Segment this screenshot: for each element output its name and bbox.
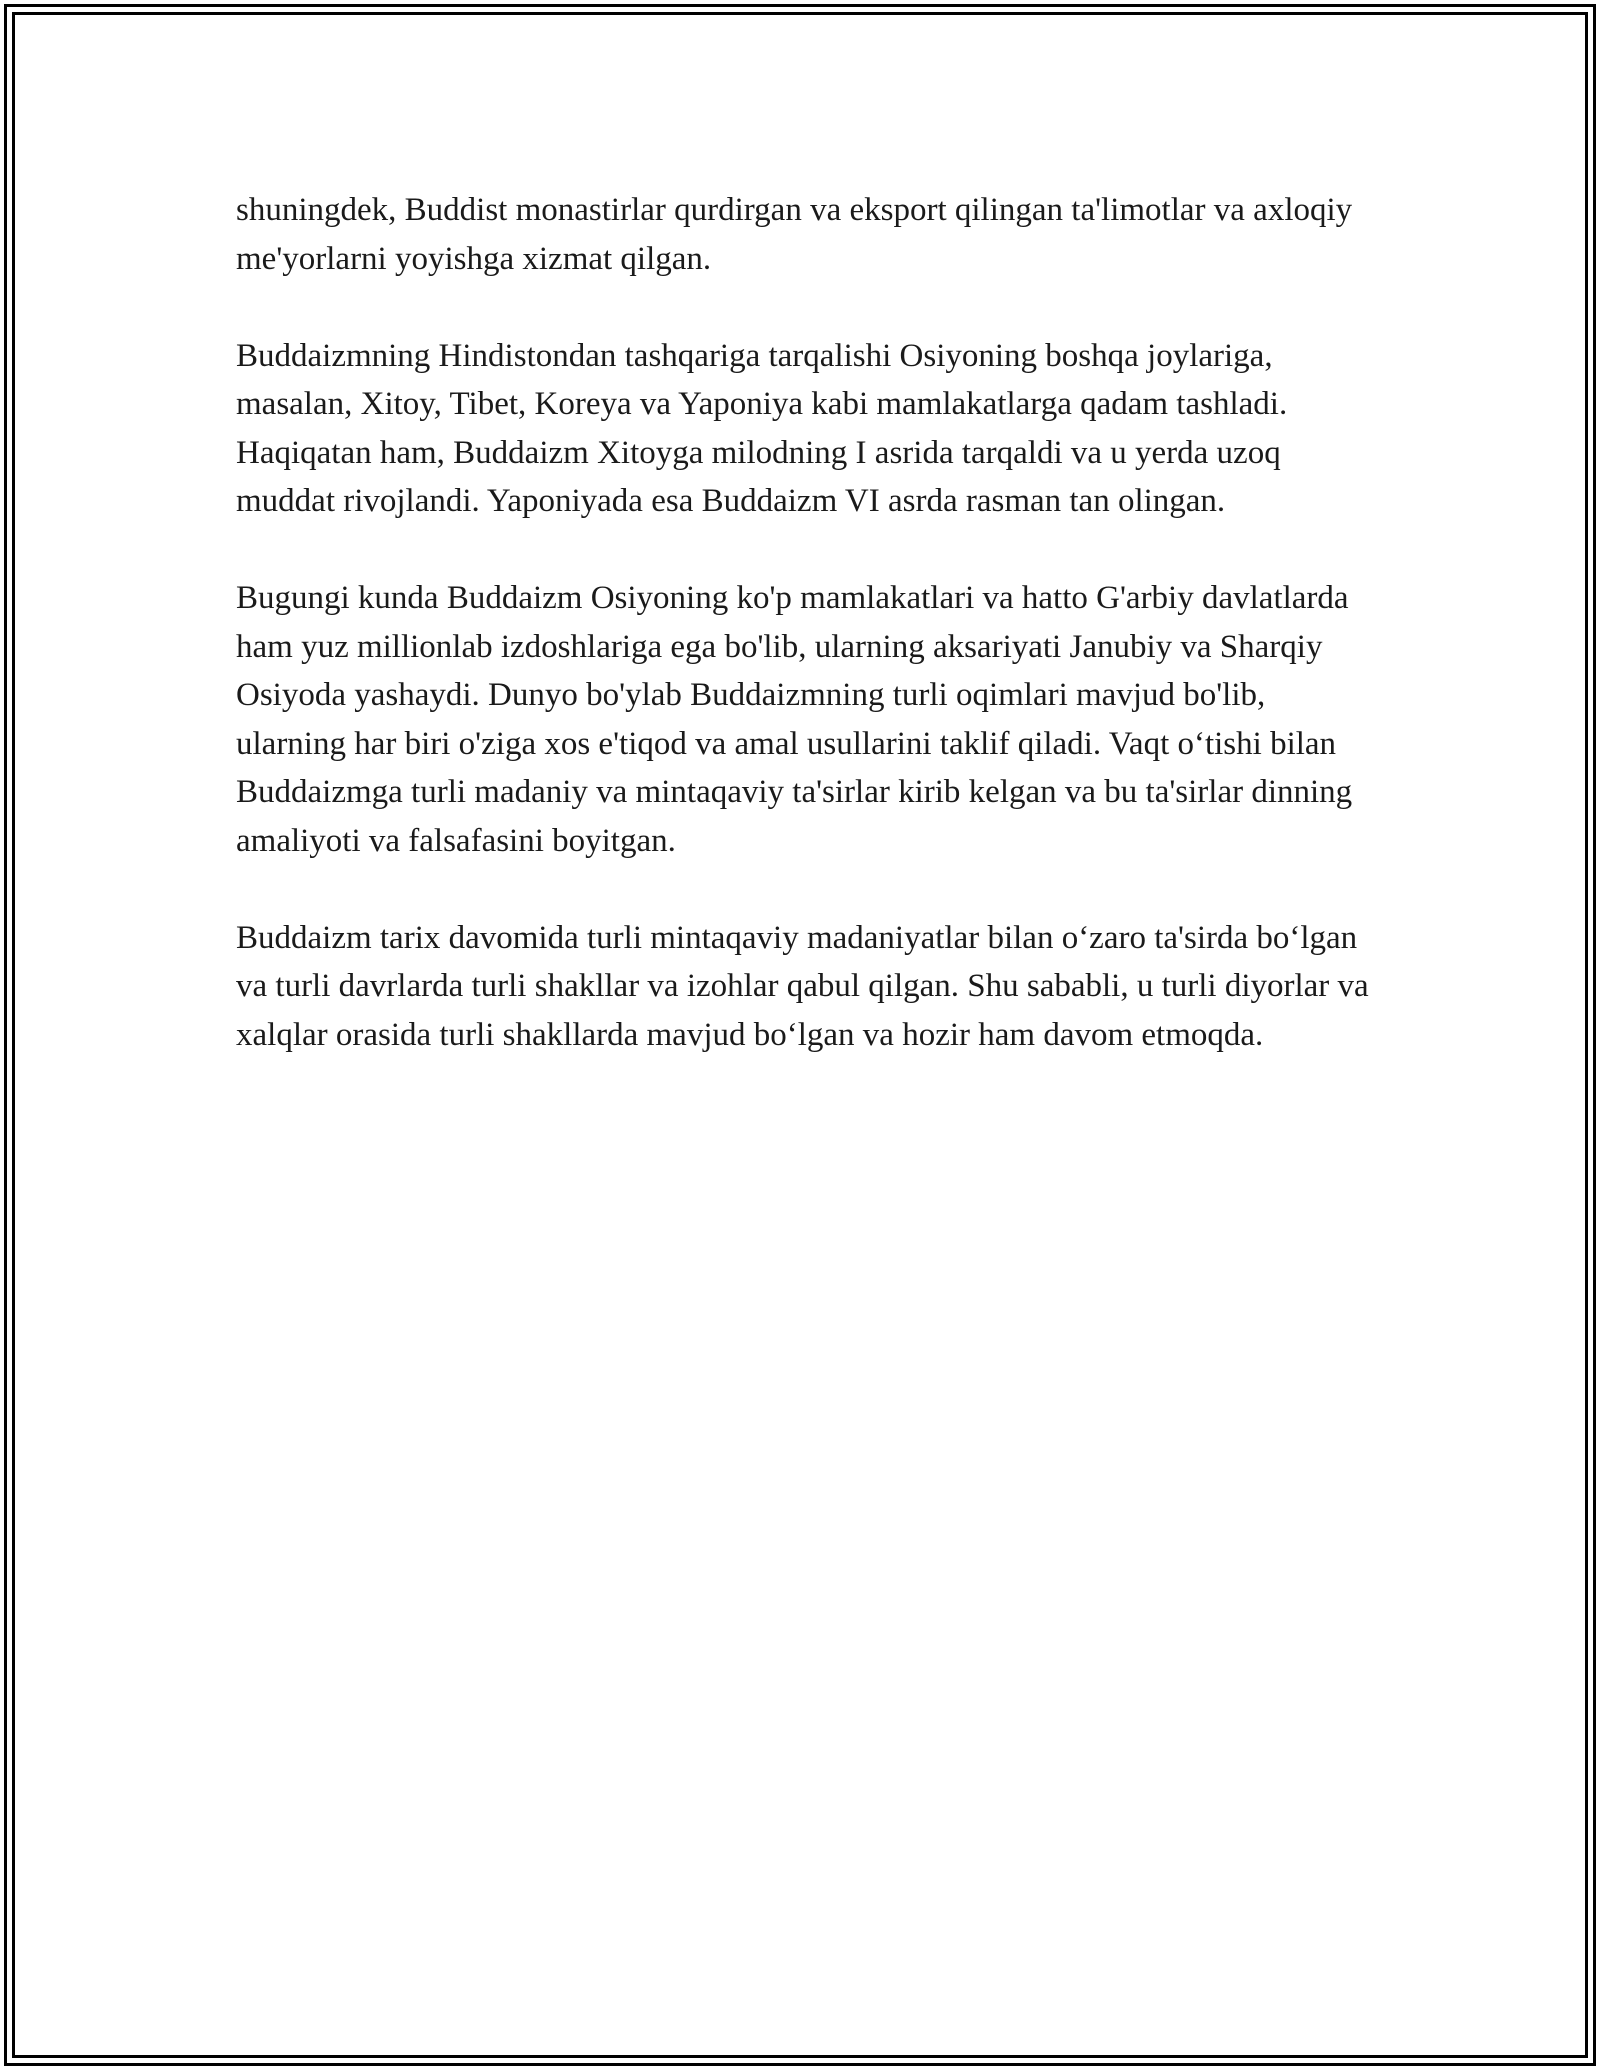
document-body [236,186,1376,1108]
paragraph-2: Buddaizmning Hindistondan tashqariga tarqalishi Osiyoning boshqa joylariga, masalan, Xitoy, Tibet, Koreya va Yaponiya kabi mamlakatlarga qadam tashladi. Haqiqatan ham, Buddaizm Xitoyga milodning I asrida tarqaldi va u yerda uzoq muddat rivojlandi. Yaponiyada esa Buddaizm VI asrda rasman tan olingan. [236,337,1288,519]
paragraph-4: Buddaizm tarix davomida turli mintaqaviy madaniyatlar bilan o‘zaro ta'sirda bo‘lgan va turli davrlarda turli shakllar va izohlar qabul qilgan. Shu sababli, u turli diyorlar va xalqlar orasida turli shakllarda mavjud bo‘lgan va hozir ham davom etmoqda. [236,919,1369,1053]
paragraph-3: Bugungi kunda Buddaizm Osiyoning ko'p mamlakatlari va hatto G'arbiy davlatlarda ham yuz millionlab izdoshlariga ega bo'lib, ularning aksariyati Janubiy va Sharqiy Osiyoda yashaydi. Dunyo bo'ylab Buddaizmning turli oqimlari mavjud bo'lib, ularning har biri o'ziga xos e'tiqod va amal usullarini taklif qiladi. Vaqt o‘tishi bilan Buddaizmga turli madaniy va mintaqaviy ta'sirlar kirib kelgan va bu ta'sirlar dinning amaliyoti va falsafasini boyitgan. [236,580,1353,859]
paragraph-1: shuningdek, Buddist monastirlar qurdirgan va eksport qilingan ta'limotlar va axloqiy me'yorlarni yoyishga xizmat qilgan. [236,192,1353,277]
